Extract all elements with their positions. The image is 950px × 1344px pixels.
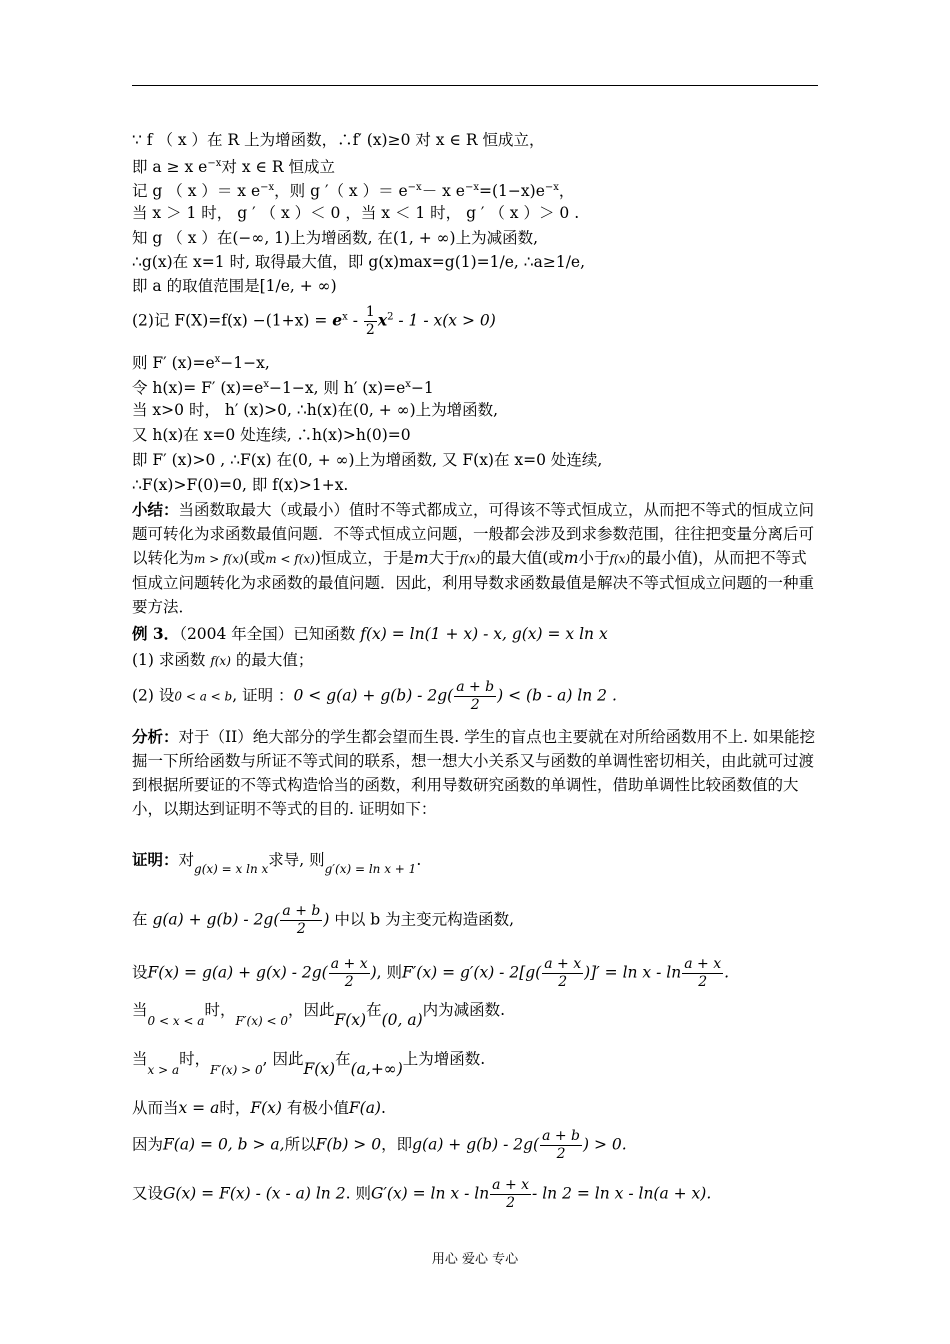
line-10: 令 h(x)= F′ $(x)=e^x-1-x$, 则 h′ $(x)=e^x-1$ <box>132 379 434 397</box>
proof-step-1: 在 g(a) + g(b) - 2g( $\frac{a + b}{2}$ ) 中以 b 为主变元构造函数, <box>132 903 515 937</box>
line-12: 又 h(x)在 x=0 处连续, ∴h(x)>h(0)=0 <box>132 426 411 444</box>
proof-step-6: 因为F(a) = 0, b > a,所以F(b) > 0，即g(a) + g(b) - 2g( $\frac{a + b}{2}$ ) > 0. <box>132 1128 627 1162</box>
summary-paragraph: 小结：当函数取最大（或最小）值时不等式都成立，可得该不等式恒成立，从而把不等式的恒成立问题可转化为求函数最值问题．不等式恒成立问题，一般都会涉及到求参数范围，往往把变量分离后可以转化为m > f(x)(或m < f(x))恒成立，于是m大于f(x)的最大值(或m小于f(x)的最小值)，从而把不等式恒成立问题转化为求函数的最值问题．因此，利用导数求函数最值是解决不等式恒成立问题的一种重要方法． <box>132 500 815 616</box>
fraction-a-plus-x-over-2: $\frac{a + x}{2}$ <box>544 956 582 990</box>
proof-step-5: 从而当x = a时，F(x) 有极小值F(a). <box>132 1099 386 1117</box>
proof-step-4: 当$_{x > a}$时，$_{F'(x) > 0}$, 因此F(x)在(a,+∞)上为增函数. <box>132 1050 486 1078</box>
line-8-formula: (2)记 $F(X)=f(x) -(1+x) = e^x$ - $\frac{1}{2}$ $x^2 - 1 - x(x > 0)$ <box>132 304 496 338</box>
fraction-half: $\frac{1}{2}$ <box>365 304 375 338</box>
page-footer: 用心 爱心 专心 <box>431 1252 519 1267</box>
fraction-a-plus-b-over-2: $\frac{a + b}{2}$ <box>282 903 321 937</box>
line-9: 则 F′ $(x)=e^x-1-x$, <box>132 354 270 372</box>
line-2: 即 a ≥ x $e^{-x}$对 x ∈ R 恒成立 <box>132 158 335 176</box>
fraction-a-plus-x-over-2: $\frac{a + x}{2}$ <box>492 1177 530 1211</box>
line-11: 当 x>0 时， h′ (x)>0, ∴h(x)在(0, + ∞)上为增函数, <box>132 401 499 419</box>
line-3: 记 g （ x ）＝ x $e^{-x}$，则 g ′（ x ）＝ $e^{-x}- x$ $e^{-x}=(1-x)e^{-x}$， <box>132 182 575 200</box>
example-3-heading: 例 3．（2004 年全国）已知函数 f(x) = ln(1 + x) - x, g(x) = x ln x <box>132 624 608 643</box>
header-rule <box>132 85 818 86</box>
line-4: 当 x ＞ 1 时， g ′ （ x ）＜ 0 ，当 x ＜ 1 时， g ′ （ x ）＞ 0 . <box>132 204 580 222</box>
line-1: ∵ f （ x ）在 R 上为增函数，∴f′ (x)≥0 对 x ∈ R 恒成立， <box>132 131 545 149</box>
line-5: 知 g （ x ）在(−∞, 1)上为增函数, 在(1, + ∞)上为减函数, <box>132 229 538 247</box>
fraction-a-plus-x-over-2: $\frac{a + x}{2}$ <box>330 956 368 990</box>
fraction-a-plus-b-over-2: $\frac{a + b}{2}$ <box>542 1128 581 1162</box>
question-1: (1) 求函数 f(x) 的最大值； <box>132 651 314 669</box>
proof-intro: 证明：对$_{g(x) = x ln x}$求导, 则$_{g'(x) = ln x + 1}$. <box>132 850 422 876</box>
proof-step-7: 又设G(x) = F(x) - (x - a) ln 2. 则G′(x) = ln x - ln $\frac{a + x}{2}$ - ln 2 = ln x - ln(a + x). <box>132 1177 712 1211</box>
proof-step-3: 当$_{0 < x < a}$时，$_{F'(x) < 0}$，因此F(x)在(0, a)内为减函数. <box>132 1001 506 1029</box>
line-7: 即 a 的取值范围是[1/e, + ∞) <box>132 277 337 295</box>
fraction-a-plus-b-over-2: $\frac{a + b}{2}$ <box>456 679 495 713</box>
line-13: 即 F′ (x)>0 , ∴F(x) 在(0, + ∞)上为增函数, 又 F(x)在 x=0 处连续, <box>132 451 603 469</box>
proof-step-2: 设F(x) = g(a) + g(x) - 2g( $\frac{a + x}{2}$ ), 则F′(x) = g′(x) - 2[g( $\frac{a + x}{2}$ )]′ = ln x - ln $\frac{a + x}{2}$ . <box>132 956 730 990</box>
question-2: (2) 设0 < a < b, 证明 ：0 < g(a) + g(b) - 2g( $\frac{a + b}{2}$ ) < (b - a) ln 2 . <box>132 679 617 713</box>
analysis-paragraph: 分析：对于（II）绝大部分的学生都会望而生畏. 学生的盲点也主要就在对所给函数用不上. 如果能挖掘一下所给函数与所证不等式间的联系，想一想大小关系又与函数的单调性密切相关，由此就可过渡到根据所要证的不等式构造恰当的函数，利用导数研究函数的单调性，借助单调性比较函数值的大小，以期达到证明不等式的目的. 证明如下： <box>132 727 815 818</box>
fraction-a-plus-x-over-2: $\frac{a + x}{2}$ <box>684 956 722 990</box>
line-14: ∴F(x)>F(0)=0, 即 f(x)>1+x. <box>132 476 349 494</box>
line-6: ∴g(x)在 x=1 时, 取得最大值，即 g(x)max=g(1)=1/e, ∴a≥1/e, <box>132 253 586 271</box>
